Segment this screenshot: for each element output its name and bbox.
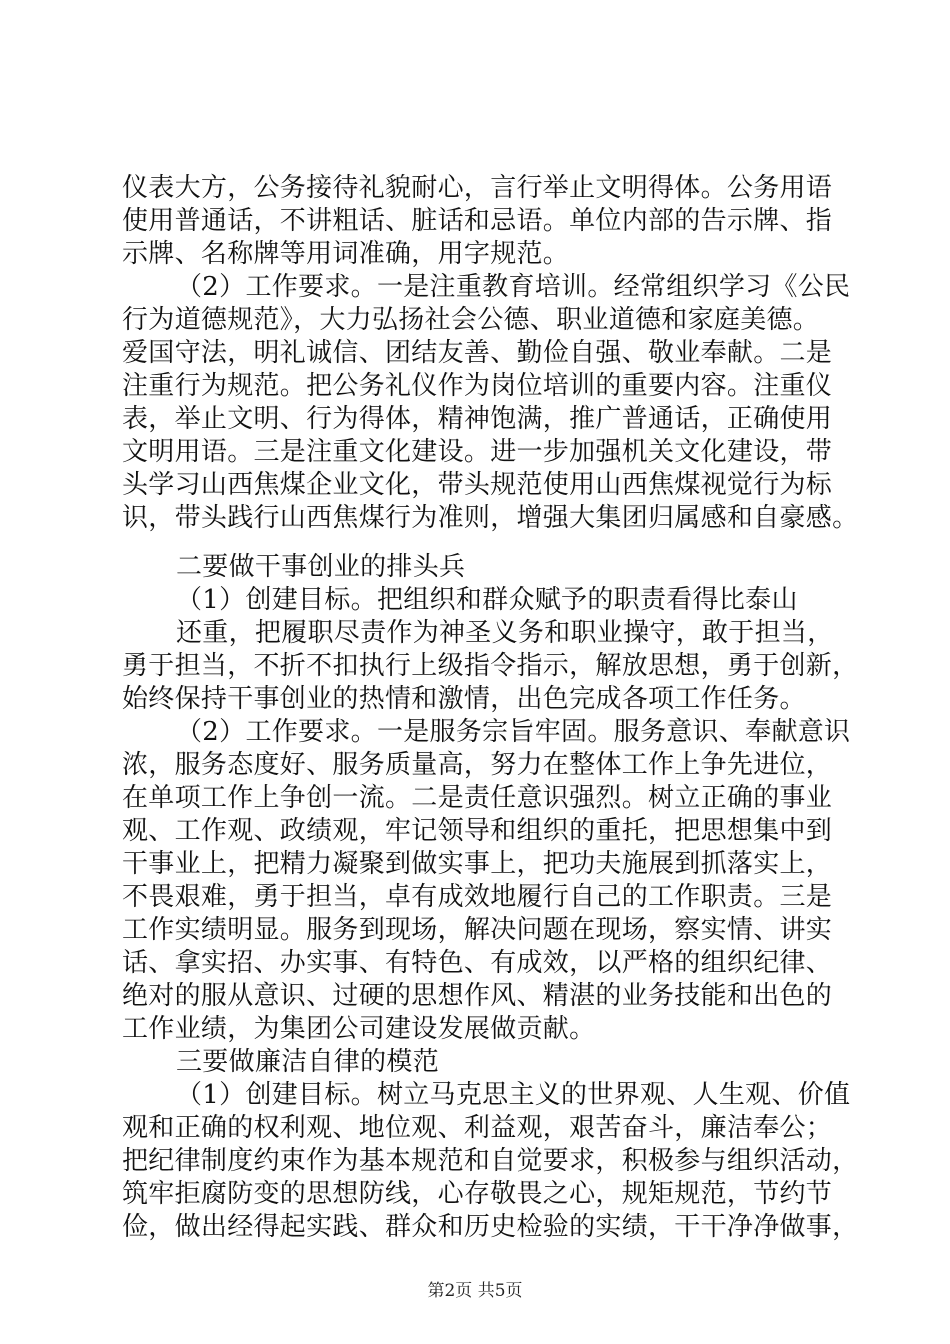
text-line: 注重行为规范。把公务礼仪作为岗位培训的重要内容。注重仪 [122, 371, 833, 401]
text-line: 在单项工作上争创一流。二是责任意识强烈。树立正确的事业 [122, 783, 833, 813]
section-heading: 三要做廉洁自律的模范 [176, 1047, 440, 1077]
paragraph-start-line: （2）工作要求。一是注重教育培训。经常组织学习《公民 [176, 272, 851, 302]
text-line: 识，带头践行山西焦煤行为准则，增强大集团归属感和自豪感。 [122, 503, 859, 533]
text-line: 始终保持干事创业的热情和激情，出色完成各项工作任务。 [122, 684, 806, 714]
paragraph-start-line: （1）创建目标。树立马克思主义的世界观、人生观、价值 [176, 1080, 851, 1110]
text-line: 爱国守法，明礼诚信、团结友善、勤俭自强、敬业奉献。二是 [122, 338, 833, 368]
text-line: 筑牢拒腐防变的思想防线，心存敬畏之心，规矩规范，节约节 [122, 1179, 833, 1209]
paragraph-start-line: （2）工作要求。一是服务宗旨牢固。服务意识、奉献意识 [176, 717, 851, 747]
text-line: 观、工作观、政绩观，牢记领导和组织的重托，把思想集中到 [122, 816, 833, 846]
page-number-footer: 第2页 共5页 [427, 1281, 523, 1301]
text-line: 浓，服务态度好、服务质量高，努力在整体工作上争先进位， [122, 750, 833, 780]
text-line: 话、拿实招、办实事、有特色、有成效，以严格的组织纪律、 [122, 948, 833, 978]
text-line: 绝对的服从意识、过硬的思想作风、精湛的业务技能和出色的 [122, 981, 833, 1011]
text-line: 文明用语。三是注重文化建设。进一步加强机关文化建设，带 [122, 437, 833, 467]
text-line: 头学习山西焦煤企业文化，带头规范使用山西焦煤视觉行为标 [122, 470, 833, 500]
text-line: 把纪律制度约束作为基本规范和自觉要求，积极参与组织活动， [122, 1146, 859, 1176]
text-line: 干事业上，把精力凝聚到做实事上，把功夫施展到抓落实上， [122, 849, 833, 879]
text-line: 仪表大方，公务接待礼貌耐心，言行举止文明得体。公务用语 [122, 173, 833, 203]
text-line: 工作业绩，为集团公司建设发展做贡献。 [122, 1014, 596, 1044]
text-line: 示牌、名称牌等用词准确，用字规范。 [122, 239, 570, 269]
text-line: 表，举止文明、行为得体，精神饱满，推广普通话，正确使用 [122, 404, 833, 434]
text-line: 勇于担当，不折不扣执行上级指令指示，解放思想，勇于创新， [122, 651, 859, 681]
text-line: 不畏艰难，勇于担当，卓有成效地履行自己的工作职责。三是 [122, 882, 833, 912]
text-line: 行为道德规范》，大力弘扬社会公德、职业道德和家庭美德。 [122, 305, 820, 335]
paragraph-start-line: （1）创建目标。把组织和群众赋予的职责看得比泰山 [176, 585, 798, 615]
section-heading: 二要做干事创业的排头兵 [176, 552, 466, 582]
text-line: 俭，做出经得起实践、群众和历史检验的实绩，干干净净做事， [122, 1212, 859, 1242]
text-line: 观和正确的权利观、地位观、利益观，艰苦奋斗，廉洁奉公； [122, 1113, 833, 1143]
text-line: 工作实绩明显。服务到现场，解决问题在现场，察实情、讲实 [122, 915, 833, 945]
text-line: 使用普通话，不讲粗话、脏话和忌语。单位内部的告示牌、指 [122, 206, 833, 236]
text-line: 还重，把履职尽责作为神圣义务和职业操守，敢于担当， [176, 618, 834, 648]
